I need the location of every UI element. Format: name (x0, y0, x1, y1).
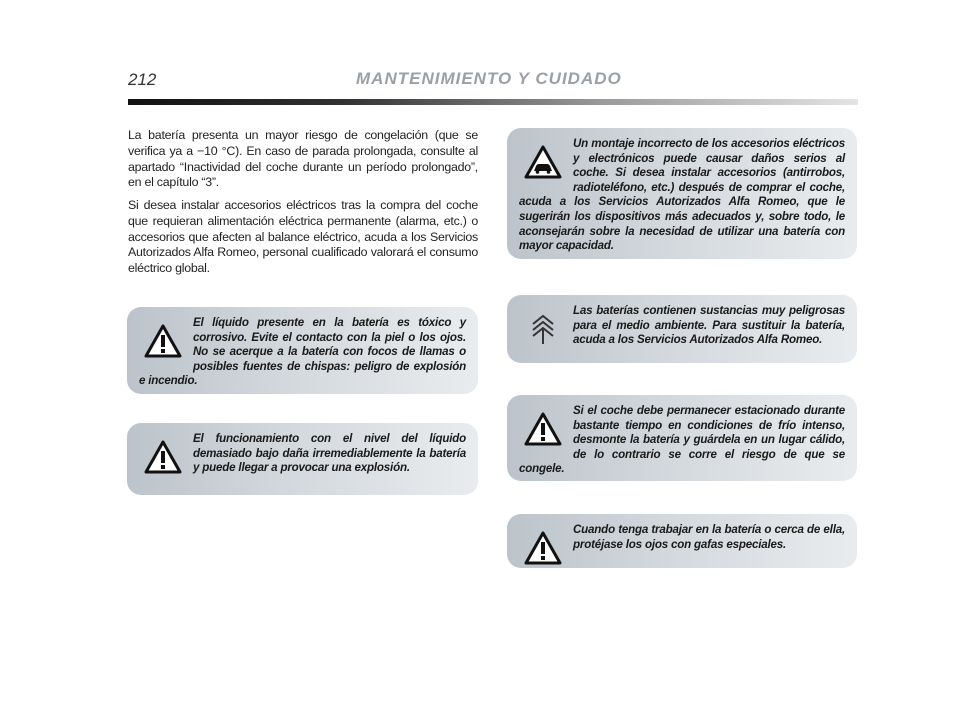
note-goggles-text: Cuando tenga trabajar en la batería o cerca de ella, protéjase los ojos con gafas especiales. (573, 523, 845, 551)
car-warning-icon (521, 141, 565, 183)
body-paragraph-2: Si desea instalar accesorios eléctricos tras la compra del coche que requieran alimentación eléctrica permanente (alarma, etc.) o accesorios que afecten al balance eléctrico, acuda a los Servicios Autorizados Alfa Romeo, personal cualificado valorará el consumo eléctrico global. (128, 198, 478, 276)
note-goggles (507, 514, 857, 568)
note-accessories (507, 128, 857, 259)
note-environment (507, 295, 857, 363)
page-number: 212 (128, 70, 157, 89)
body-paragraph-1: La batería presenta un mayor riesgo de congelación (que se verifica ya a −10 °C). En caso de parada prolongada, consulte al apartado “Inactividad del coche durante un período prolongado”, en el capítulo “3”. (128, 128, 478, 190)
note-cold-text: Si el coche debe permanecer estacionado durante bastante tiempo en condiciones de frío intenso, desmonte la batería y guárdela en un lugar cálido, de lo contrario se corre el riesgo de que se congele. (519, 404, 845, 476)
note-cold (507, 395, 857, 481)
section-title: MANTENIMIENTO Y CUIDADO (356, 69, 622, 88)
warning-triangle-icon (521, 408, 565, 450)
warning-triangle-icon (141, 436, 185, 478)
note-low-level (127, 423, 478, 495)
note-toxic-liquid (127, 307, 478, 394)
note-low-level-text: El funcionamiento con el nivel del líquido demasiado bajo daña irremediablemente la batería y puede llegar a provocar una explosión. (193, 432, 466, 475)
header-rule (128, 99, 858, 105)
note-environment-text: Las baterías contienen sustancias muy peligrosas para el medio ambiente. Para sustituir la batería, acuda a los Servicios Autorizados Alfa Romeo. (573, 304, 845, 347)
note-toxic-liquid-text: El líquido presente en la batería es tóxico y corrosivo. Evite el contacto con la piel o los ojos. No se acerque a la batería con focos de llamas o posibles fuentes de chispas: peligro de explosión e incendio. (139, 316, 466, 388)
warning-triangle-icon (141, 320, 185, 362)
warning-triangle-icon (521, 527, 565, 569)
environment-icon (521, 308, 565, 350)
note-accessories-text: Un montaje incorrecto de los accesorios eléctricos y electrónicos puede causar daños serios al coche. Si desea instalar accesorios (antirrobos, radioteléfono, etc.) después de comprar el coche, acuda a los Servicios Autorizados Alfa Romeo, que le sugerirán los dispositivos más adecuados y, sobre todo, le aconsejarán sobre la necesidad de utilizar una batería con mayor capacidad. (519, 137, 845, 253)
